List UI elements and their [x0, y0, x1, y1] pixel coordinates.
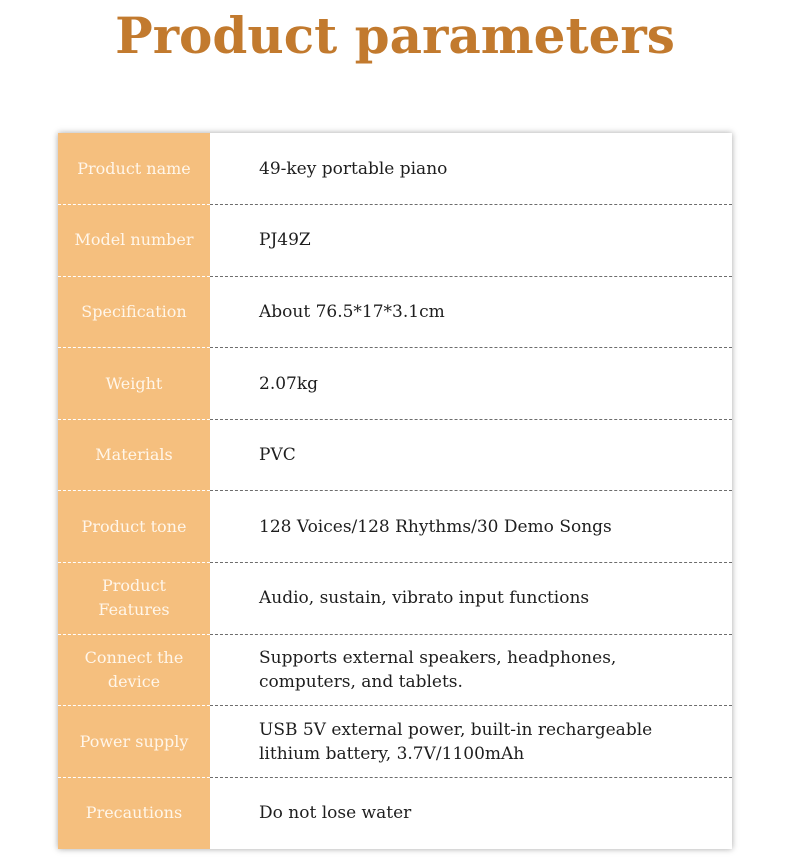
parameter-label: Materials	[58, 419, 210, 491]
parameter-value: Do not lose water	[210, 777, 732, 849]
page-title: Product parameters	[115, 6, 675, 65]
parameter-label: Model number	[58, 205, 210, 277]
parameter-label: Weight	[58, 348, 210, 420]
parameter-value: USB 5V external power, built-in rechargeable lithium battery, 3.7V/1100mAh	[210, 706, 732, 778]
parameter-value: Audio, sustain, vibrato input functions	[210, 563, 732, 635]
parameter-value: 2.07kg	[210, 348, 732, 420]
parameter-row-precautions	[58, 777, 732, 849]
parameter-row-materials	[58, 419, 732, 491]
parameter-value: 49-key portable piano	[210, 133, 732, 205]
parameter-label: Connect the device	[58, 634, 210, 706]
parameter-value: PJ49Z	[210, 205, 732, 277]
parameter-row-specification	[58, 276, 732, 348]
parameter-row-product-tone	[58, 491, 732, 563]
parameter-row-weight	[58, 348, 732, 420]
parameter-label: Product tone	[58, 491, 210, 563]
parameter-row-connect-the-device	[58, 634, 732, 706]
parameter-label: Product Features	[58, 563, 210, 635]
parameter-label: Specification	[58, 276, 210, 348]
parameters-table	[58, 133, 732, 849]
parameter-row-model-number	[58, 205, 732, 277]
parameter-value: 128 Voices/128 Rhythms/30 Demo Songs	[210, 491, 732, 563]
parameter-value: About 76.5*17*3.1cm	[210, 276, 732, 348]
parameter-value: Supports external speakers, headphones, computers, and tablets.	[210, 634, 732, 706]
parameters-table-container	[58, 133, 732, 849]
parameter-label: Power supply	[58, 706, 210, 778]
parameter-row-product-name	[58, 133, 732, 205]
parameter-label: Product name	[58, 133, 210, 205]
parameter-row-product-features	[58, 563, 732, 635]
parameter-value: PVC	[210, 419, 732, 491]
parameter-row-power-supply	[58, 706, 732, 778]
parameter-label: Precautions	[58, 777, 210, 849]
